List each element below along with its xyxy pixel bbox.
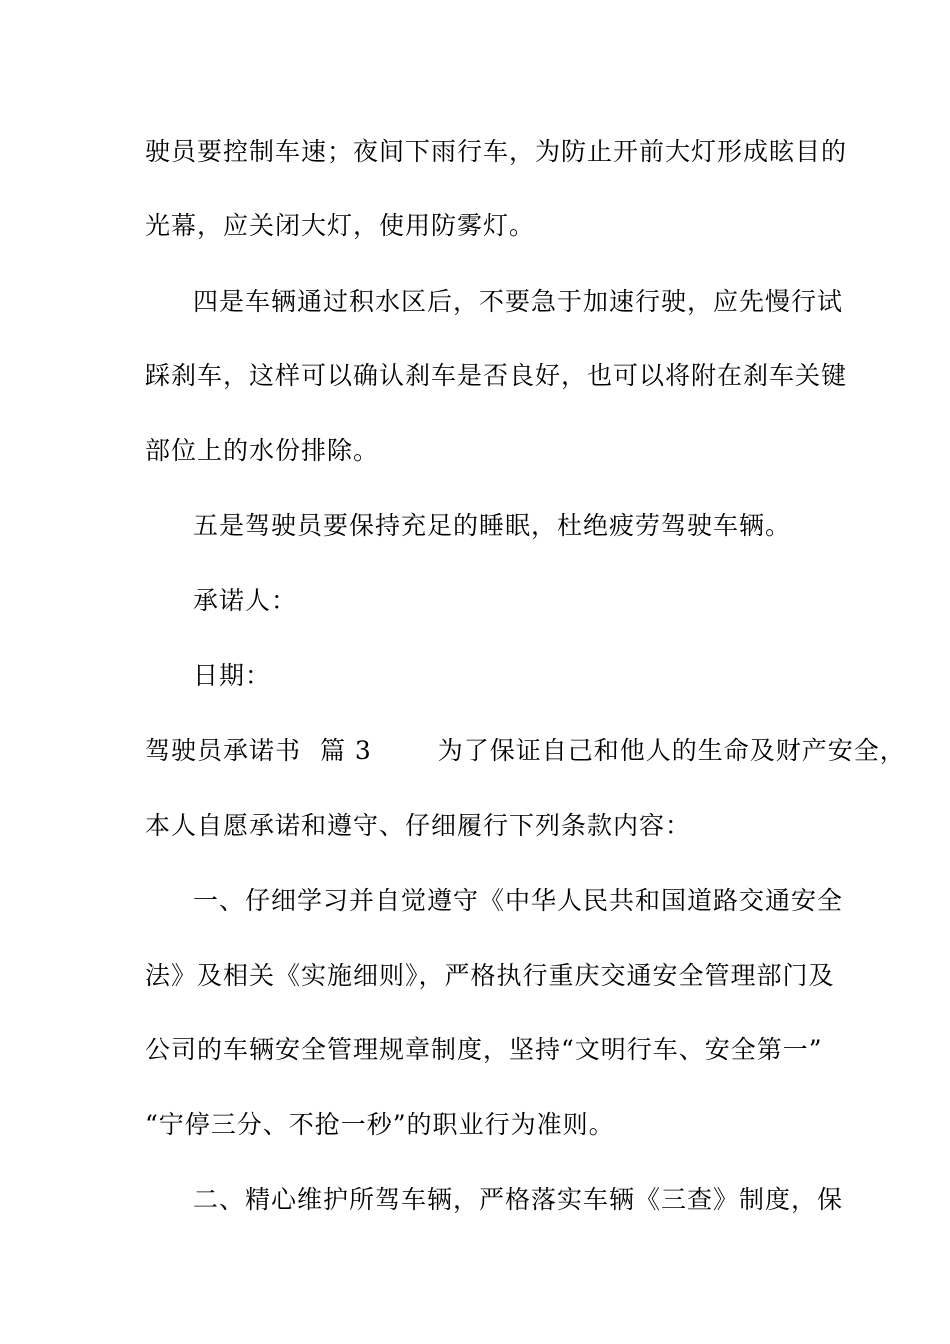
section-heading [145, 735, 906, 767]
paragraph-line: 一、仔细学习并自觉遵守《中华人民共和国道路交通安全 [193, 886, 844, 915]
paragraph-line: 二、精心维护所驾车辆，严格落实车辆《三查》制度，保 [193, 1185, 844, 1214]
paragraph-line: 法》及相关《实施细则》，严格执行重庆交通安全管理部门及 [145, 961, 835, 990]
paragraph-line: 光幕，应关闭大灯，使用防雾灯。 [145, 211, 536, 240]
section-number: 篇 3 [319, 736, 372, 765]
paragraph-line: 踩刹车，这样可以确认刹车是否良好，也可以将附在刹车关键 [145, 361, 848, 390]
paragraph-line: 部位上的水份排除。 [145, 436, 380, 465]
signatory-label: 承诺人： [193, 586, 298, 615]
paragraph-line: 驶员要控制车速；夜间下雨行车，为防止开前大灯形成眩目的 [145, 137, 848, 166]
section-title: 驾驶员承诺书 [145, 736, 302, 765]
paragraph-line: 五是驾驶员要保持充足的睡眠，杜绝疲劳驾驶车辆。 [193, 511, 792, 540]
paragraph-line: 公司的车辆安全管理规章制度，坚持“文明行车、安全第一” [145, 1035, 823, 1064]
section-intro: 为了保证自己和他人的生命及财产安全， [437, 736, 906, 765]
date-label: 日期： [193, 661, 272, 690]
paragraph-line: 本人自愿承诺和遵守、仔细履行下列条款内容： [145, 811, 692, 840]
paragraph-line: “宁停三分、不抢一秒”的职业行为准则。 [145, 1110, 615, 1139]
paragraph-line: 四是车辆通过积水区后，不要急于加速行驶，应先慢行试 [193, 287, 844, 316]
